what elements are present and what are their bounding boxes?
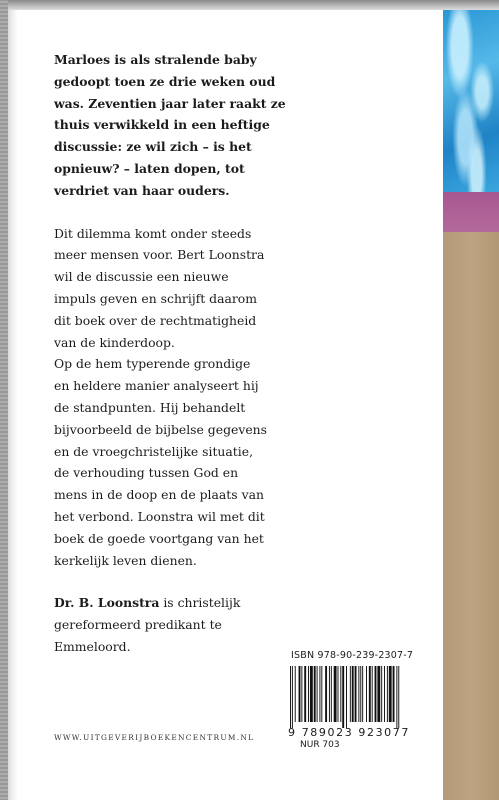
text-line: het verbond. Loonstra wil met dit [54, 508, 265, 524]
purple-strip [443, 192, 499, 232]
barcode-bar [352, 666, 354, 722]
color-strip [443, 0, 499, 800]
text-line: en heldere manier analyseert hij [54, 378, 259, 394]
barcode-bar [334, 666, 337, 722]
barcode-bar [314, 666, 316, 722]
barcode-bar [398, 666, 399, 728]
body-paragraph [54, 223, 404, 572]
text-line: boek de goede voortgang van het [54, 530, 264, 546]
intro-paragraph [54, 49, 404, 202]
text-line: Emmeloord. [54, 638, 131, 654]
author-bio-text: is christelijk [159, 595, 241, 611]
text-line: de verhouding tussen God en [54, 465, 239, 481]
text-line: was. Zeventien jaar later raakt ze [54, 95, 286, 111]
author-bio [54, 592, 404, 657]
author-line [54, 592, 404, 614]
text-line: bijvoorbeeld de bijbelse gegevens [54, 421, 268, 437]
text-line: gereformeerd predikant te [54, 617, 222, 633]
barcode-bar [325, 666, 327, 722]
barcode-bar [310, 666, 313, 722]
barcode-bar [377, 666, 380, 722]
text-line: wil de discussie een nieuwe [54, 269, 229, 285]
barcode-bar [355, 666, 357, 722]
barcode-bar [308, 666, 309, 722]
top-edge [8, 0, 499, 10]
barcode-bar [301, 666, 302, 722]
text-line: Dit dilemma komt onder steeds [54, 225, 252, 241]
text-line: van de kinderdoop. [54, 334, 175, 350]
text-line: kerkelijk leven dienen. [54, 552, 197, 568]
water-image-strip [443, 10, 499, 192]
text-line: dit boek over de rechtmatigheid [54, 312, 257, 328]
barcode-bar [396, 666, 397, 728]
text-line: thuis verwikkeld in een heftige [54, 117, 270, 133]
barcode-bar [381, 666, 382, 722]
barcode-bar [304, 666, 306, 722]
barcode-bar [338, 666, 339, 722]
barcode-bar [387, 666, 388, 722]
barcode-bar [317, 666, 318, 722]
text-line: en de vroegchristelijke situatie, [54, 443, 254, 459]
text-line: de standpunten. Hij behandelt [54, 399, 246, 415]
barcode-bar [384, 666, 385, 722]
nur-label: NUR 703 [300, 740, 340, 750]
barcode-bar [393, 666, 395, 722]
barcode [288, 666, 428, 728]
barcode-digits: 9 789023 923077 [288, 726, 410, 739]
author-name: Dr. B. Loonstra [54, 595, 160, 611]
barcode-bar [292, 666, 293, 728]
barcode-bar [329, 666, 330, 722]
barcode-bar [290, 666, 291, 728]
barcode-bar [375, 666, 377, 722]
barcode-bar [319, 666, 320, 722]
barcode-bar [358, 666, 359, 722]
barcode-bar [321, 666, 322, 722]
barcode-bar [350, 666, 351, 722]
text-line: impuls geven en schrijft daarom [54, 290, 257, 306]
barcode-bar [389, 666, 392, 722]
text-line: Op de hem typerende grondige [54, 356, 251, 372]
text-line: Marloes is als stralende baby [54, 52, 257, 67]
page-edge [0, 0, 8, 800]
blurb [54, 49, 404, 679]
text-line: meer mensen voor. Bert Loonstra [54, 247, 265, 263]
tan-strip [443, 232, 499, 800]
isbn-label: ISBN 978-90-239-2307-7 [291, 650, 414, 661]
publisher-website: WWW.UITGEVERIJBOEKENCENTRUM.NL [54, 733, 255, 742]
barcode-bar [366, 666, 367, 722]
barcode-bar [342, 666, 344, 728]
barcode-bar [362, 666, 363, 722]
isbn-block [288, 650, 434, 750]
text-line: discussie: ze wil zich – is het [54, 139, 252, 155]
barcode-bar [372, 666, 373, 722]
text-line: opnieuw? – laten dopen, tot [54, 160, 245, 176]
barcode-bar [360, 666, 361, 722]
barcode-bar [299, 666, 301, 722]
text-line: gedoopt toen ze drie weken oud [54, 73, 276, 89]
barcode-bar [331, 666, 332, 722]
barcode-bar [369, 666, 371, 722]
barcode-bar [340, 666, 341, 722]
text-line: verdriet van haar ouders. [54, 182, 230, 198]
text-line: mens in de doop en de plaats van [54, 487, 264, 503]
barcode-bar [346, 666, 347, 728]
barcode-bar [295, 666, 296, 722]
